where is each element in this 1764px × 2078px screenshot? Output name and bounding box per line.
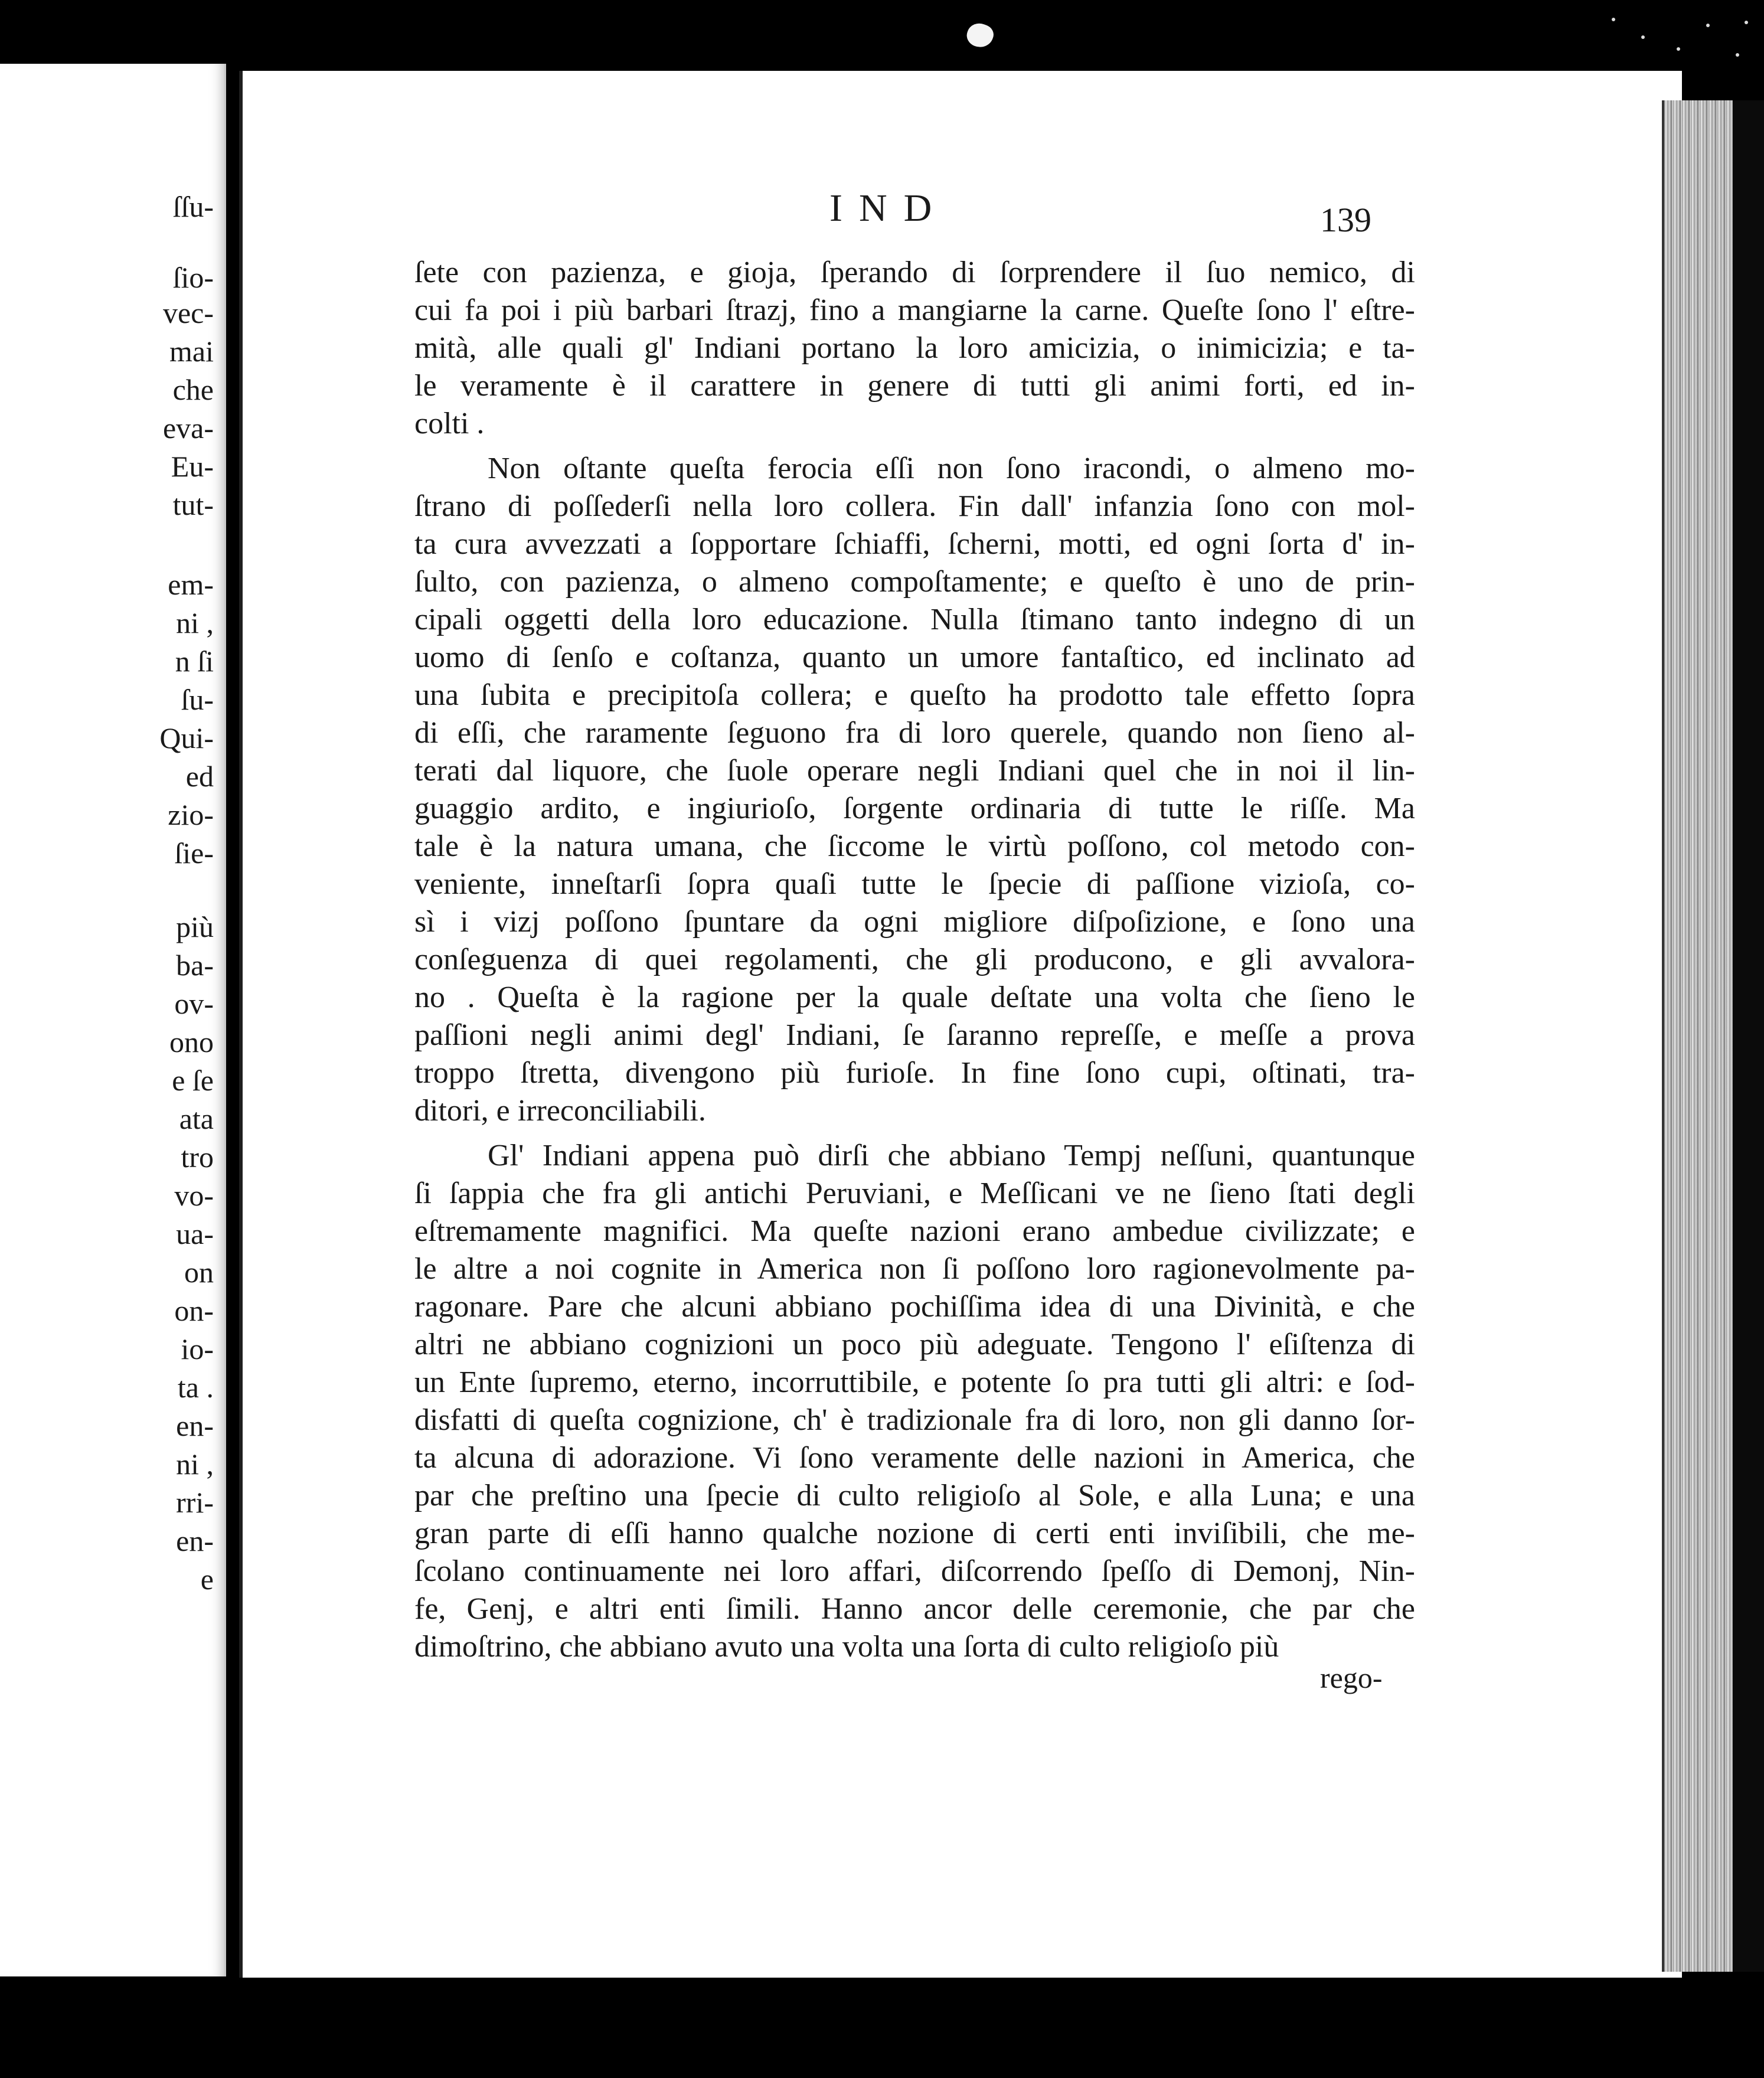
previous-page-line: e xyxy=(200,1563,214,1596)
text-line: disfatti di queſta cognizione, ch' è tradizionale fra di loro, non gli danno ſor- xyxy=(414,1403,1415,1437)
previous-page-line: ov- xyxy=(174,987,214,1020)
previous-page-line: ba- xyxy=(176,949,214,982)
previous-page-line: Qui- xyxy=(159,721,214,754)
previous-page-line: mai xyxy=(169,335,214,368)
text-line: tale è la natura umana, che ſiccome le virtù poſſono, col metodo con- xyxy=(414,829,1415,863)
text-line: gran parte di eſſi hanno qualche nozione di certi enti inviſibili, che me- xyxy=(414,1517,1415,1550)
text-line: par che preſtino una ſpecie di culto religioſo al Sole, e alla Luna; e una xyxy=(414,1479,1415,1512)
previous-page-line: n ſi xyxy=(175,645,214,678)
previous-page-line: che xyxy=(172,373,214,406)
previous-page-line: ſſu- xyxy=(172,190,214,223)
previous-page-line: tut- xyxy=(172,488,214,521)
text-line: guaggio ardito, e ingiurioſo, ſorgente ordinaria di tutte le riſſe. Ma xyxy=(414,792,1415,825)
running-head: IND xyxy=(829,187,949,230)
text-line: colti . xyxy=(414,407,485,440)
text-line: le altre a noi cognite in America non ſi poſſono loro ragionevolmente pa- xyxy=(414,1252,1415,1286)
text-line: dimoſtrino, che abbiano avuto una volta una ſorta di culto religioſo più xyxy=(414,1630,1279,1664)
text-line: uomo di ſenſo e coſtanza, quanto un umore fantaſtico, ed inclinato ad xyxy=(414,641,1415,674)
catchword: rego- xyxy=(1320,1661,1383,1694)
previous-page-line: io- xyxy=(181,1332,214,1365)
text-line: ſtrano di poſſederſi nella loro collera. Fin dall' infanzia ſono con mol- xyxy=(414,489,1415,523)
previous-page-line: tro xyxy=(181,1141,214,1174)
previous-page-line: on xyxy=(184,1256,214,1289)
previous-page-line: em- xyxy=(168,568,214,601)
text-line: Non oſtante queſta ferocia eſſi non ſono iracondi, o almeno mo- xyxy=(488,452,1415,485)
previous-page-line: ſu- xyxy=(181,683,214,716)
previous-page-line: ni , xyxy=(176,606,214,639)
previous-page-line: ed xyxy=(185,760,214,793)
text-line: sì i vizj poſſono ſpuntare da ogni migliore diſpoſizione, e ſono una xyxy=(414,905,1415,939)
previous-page-line: ono xyxy=(169,1025,214,1058)
page-number: 139 xyxy=(1320,201,1371,239)
previous-page-line: ſie- xyxy=(174,837,214,870)
previous-page-line: en- xyxy=(176,1524,214,1557)
text-line: ta alcuna di adorazione. Vi ſono veramente delle nazioni in America, che xyxy=(414,1441,1415,1475)
text-line: paſſioni negli animi degl' Indiani, ſe ſaranno repreſſe, e meſſe a prova xyxy=(414,1018,1415,1052)
text-line: mità, alle quali gl' Indiani portano la loro amicizia, o inimicizia; e ta- xyxy=(414,331,1415,365)
previous-page-line: ata xyxy=(179,1102,214,1135)
text-line: cipali oggetti della loro educazione. Nulla ſtimano tanto indegno di un xyxy=(414,603,1415,636)
text-line: no . Queſta è la ragione per la quale deſtate una volta che ſieno le xyxy=(414,981,1415,1014)
previous-page-line: ni , xyxy=(176,1448,214,1481)
text-line: di eſſi, che raramente ſeguono fra di loro querele, quando non ſieno al- xyxy=(414,716,1415,750)
previous-page-line: Eu- xyxy=(171,450,214,483)
previous-page-line: zio- xyxy=(168,798,214,831)
text-line: ſete con pazienza, e gioja, ſperando di ſorprendere il ſuo nemico, di xyxy=(414,256,1415,289)
text-line: eſtremamente magnifici. Ma queſte nazioni erano ambedue civilizzate; e xyxy=(414,1214,1415,1248)
text-line: una ſubita e precipitoſa collera; e queſto ha prodotto tale effetto ſopra xyxy=(414,678,1415,712)
text-line: le veramente è il carattere in genere di tutti gli animi forti, ed in- xyxy=(414,369,1415,403)
previous-page-line: ſio- xyxy=(172,261,214,294)
text-line: conſeguenza di quei regolamenti, che gli producono, e gli avvalora- xyxy=(414,943,1415,976)
text-line: veniente, inneſtarſi ſopra quaſi tutte le ſpecie di paſſione vizioſa, co- xyxy=(414,867,1415,901)
text-line: cui fa poi i più barbari ſtrazj, fino a mangiarne la carne. Queſte ſono l' eſtre- xyxy=(414,293,1415,327)
text-line: ſulto, con pazienza, o almeno compoſtamente; e queſto è uno de prin- xyxy=(414,565,1415,599)
previous-page-line: più xyxy=(176,910,214,943)
text-line: fe, Genj, e altri enti ſimili. Hanno ancor delle ceremonie, che par che xyxy=(414,1592,1415,1626)
previous-page-line: rri- xyxy=(176,1486,214,1519)
previous-page-line: vec- xyxy=(162,296,214,329)
previous-page-line: e ſe xyxy=(172,1064,214,1097)
text-line: ditori, e irreconciliabili. xyxy=(414,1094,706,1128)
text-line: ſi ſappia che fra gli antichi Peruviani, e Meſſicani ve ne ſieno ſtati degli xyxy=(414,1177,1415,1210)
text-line: terati dal liquore, che ſuole operare negli Indiani quel che in noi il lin- xyxy=(414,754,1415,788)
previous-page-line: eva- xyxy=(162,411,214,445)
text-line: ragonare. Pare che alcuni abbiano pochiſſima idea di una Divinità, e che xyxy=(414,1290,1415,1324)
text-line: troppo ſtretta, divengono più furioſe. In fine ſono cupi, oſtinati, tra- xyxy=(414,1056,1415,1090)
previous-page-line: on- xyxy=(174,1294,214,1327)
previous-page-line: ua- xyxy=(176,1217,214,1250)
previous-page-line: vo- xyxy=(174,1179,214,1212)
previous-page-line: en- xyxy=(176,1409,214,1442)
text-line: un Ente ſupremo, eterno, incorruttibile, e potente ſo pra tutti gli altri: e ſod- xyxy=(414,1365,1415,1399)
text-line: ſcolano continuamente nei loro affari, diſcorrendo ſpeſſo di Demonj, Nin- xyxy=(414,1554,1415,1588)
text-line: ta cura avvezzati a ſopportare ſchiaffi, ſcherni, motti, ed ogni ſorta d' in- xyxy=(414,527,1415,561)
text-line: Gl' Indiani appena può dirſi che abbiano Tempj neſſuni, quantunque xyxy=(488,1139,1415,1172)
previous-page-line: ta . xyxy=(177,1371,214,1404)
text-line: altri ne abbiano cognizioni un poco più adeguate. Tengono l' eſiſtenza di xyxy=(414,1328,1415,1361)
